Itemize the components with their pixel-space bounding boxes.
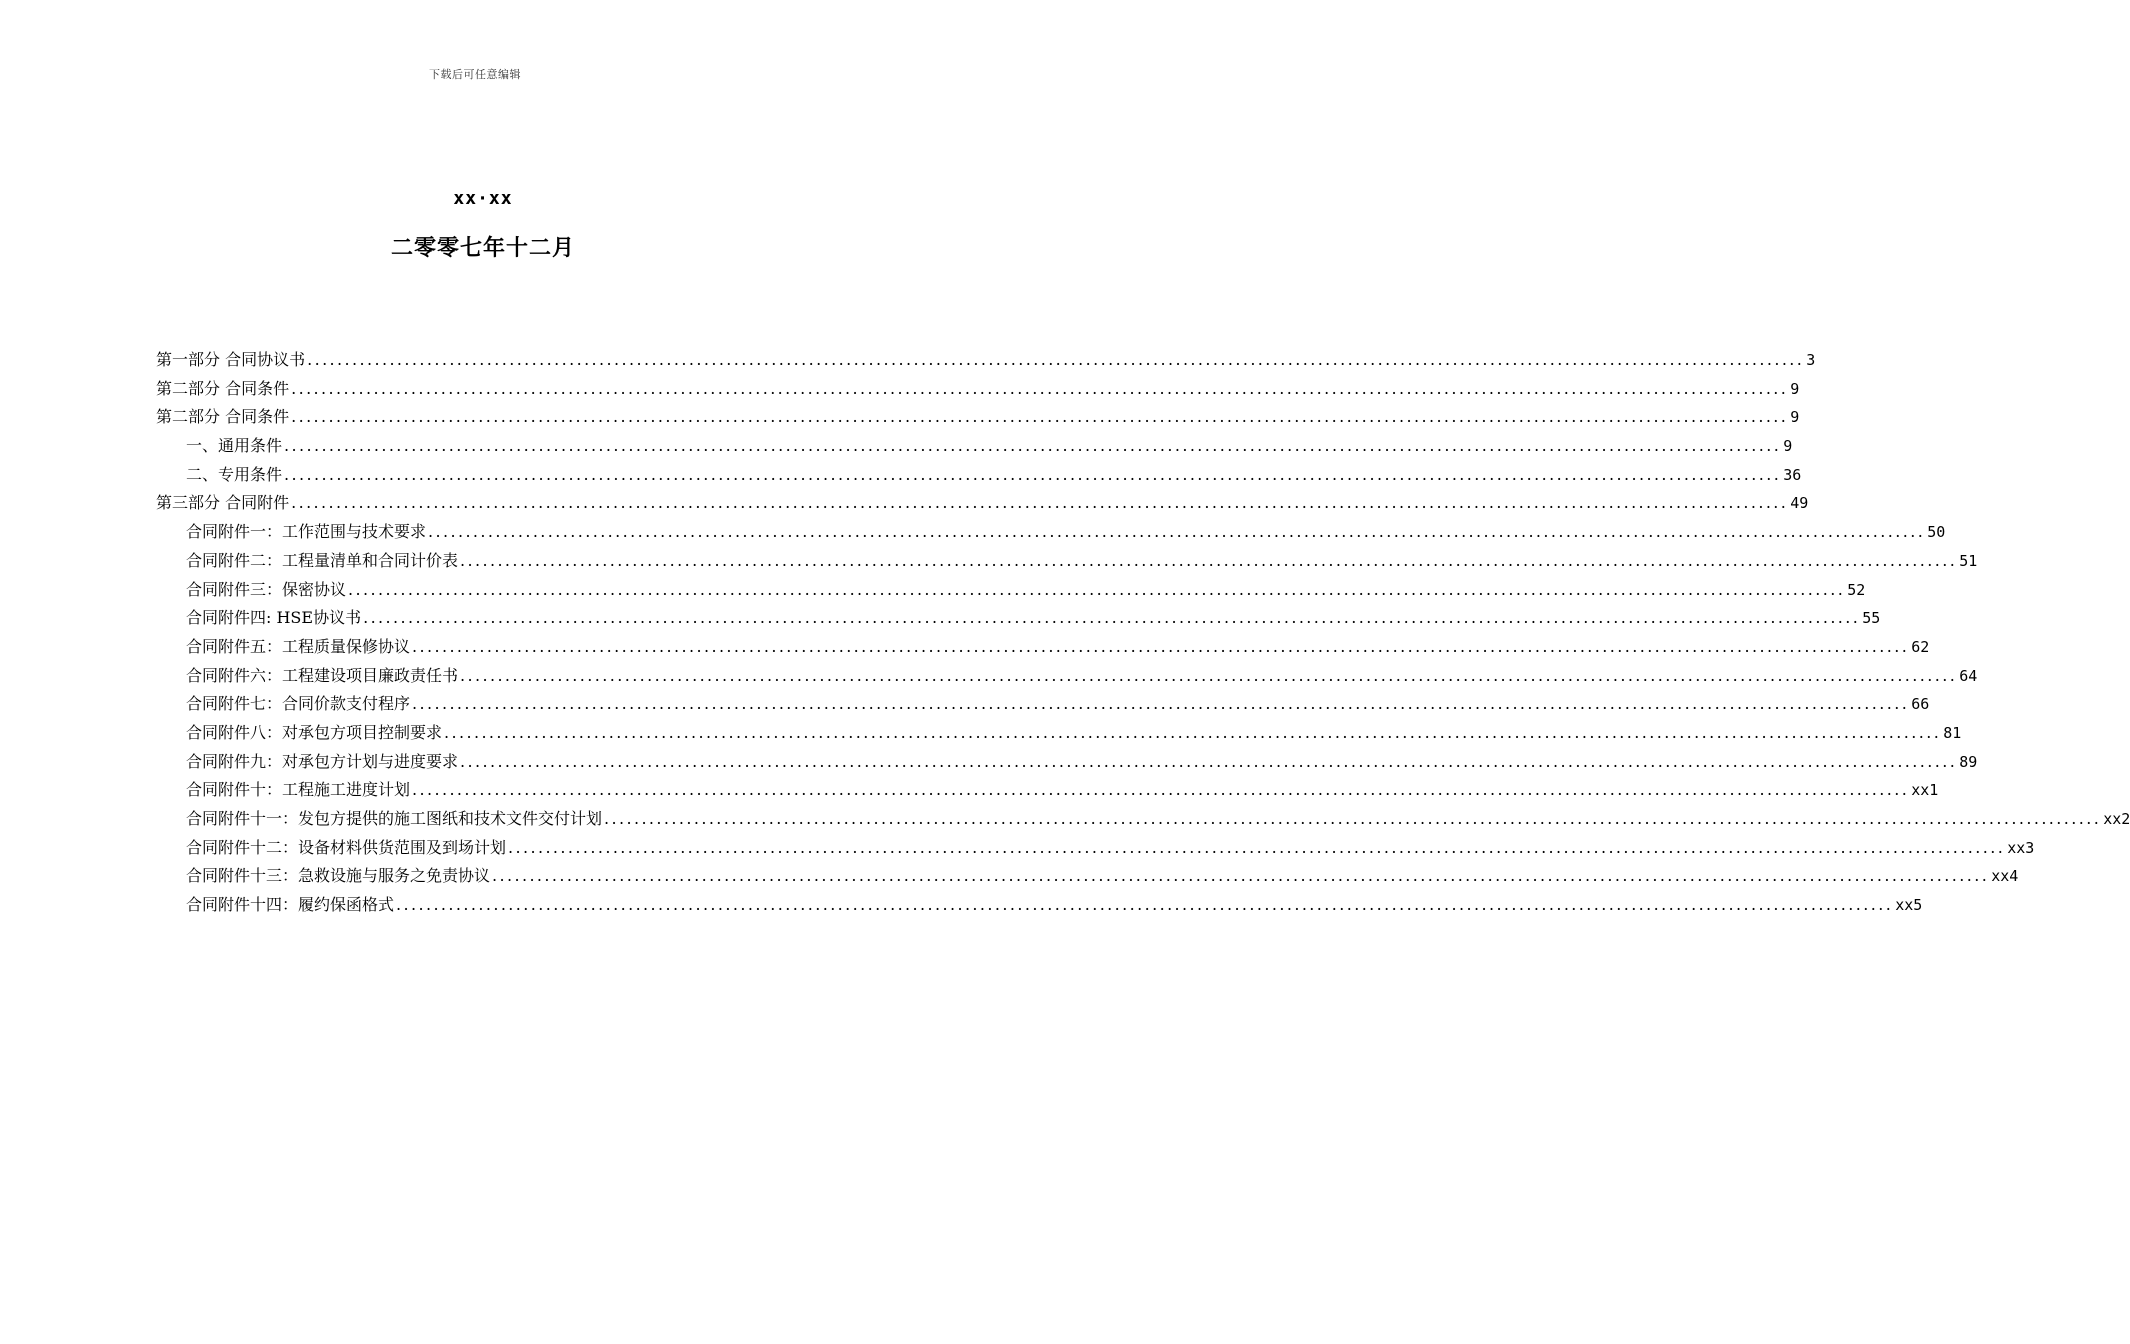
toc-entry-label: 合同附件十一：发包方提供的施工图纸和技术文件交付计划 bbox=[186, 809, 603, 828]
toc-entry-label: 合同附件五：工程质量保修协议 bbox=[186, 636, 411, 656]
toc-entry-page: 89 bbox=[1959, 752, 1978, 771]
toc-entry[interactable] bbox=[156, 547, 1978, 576]
toc-entry-label: 第三部分 合同附件 bbox=[156, 493, 290, 513]
toc-entry[interactable] bbox=[156, 576, 1866, 605]
toc-entry-page: 50 bbox=[1927, 523, 1946, 542]
toc-entry[interactable] bbox=[156, 690, 1930, 719]
toc-dot-leader: ........................................................................................................................................................................................................ bbox=[492, 866, 1990, 886]
toc-dot-leader: ........................................................................................................................................................................................................ bbox=[444, 722, 1942, 742]
toc-entry[interactable] bbox=[156, 891, 1923, 920]
toc-entry[interactable] bbox=[156, 633, 1930, 662]
toc-entry-label: 一、通用条件 bbox=[186, 436, 283, 456]
toc-dot-leader: ........................................................................................................................................................................................................ bbox=[428, 522, 1926, 542]
toc-entry[interactable] bbox=[156, 719, 1962, 748]
toc-entry-label: 二、专用条件 bbox=[186, 464, 283, 484]
toc-entry-page: 51 bbox=[1959, 551, 1978, 570]
toc-dot-leader: ........................................................................................................................................................................................................ bbox=[291, 378, 1789, 398]
toc-entry[interactable] bbox=[156, 346, 1816, 375]
toc-entry-label: 合同附件三：保密协议 bbox=[186, 579, 347, 599]
toc-entry[interactable] bbox=[156, 662, 1978, 691]
toc-entry-page: 52 bbox=[1847, 580, 1866, 599]
toc-dot-leader: ........................................................................................................................................................................................................ bbox=[412, 780, 1910, 800]
toc-entry[interactable] bbox=[156, 834, 2035, 863]
toc-dot-leader: ........................................................................................................................................................................................................ bbox=[604, 809, 2102, 828]
toc-dot-leader: ........................................................................................................................................................................................................ bbox=[363, 608, 1861, 628]
toc-entry-label: 合同附件十：工程施工进度计划 bbox=[186, 780, 411, 800]
toc-entry-label: 第二部分 合同条件 bbox=[156, 378, 290, 398]
toc-entry-page: 9 bbox=[1783, 437, 1793, 456]
toc-entry-page: 9 bbox=[1790, 408, 1800, 427]
toc-dot-leader: ........................................................................................................................................................................................................ bbox=[396, 895, 1894, 915]
toc-entry-page: xx1 bbox=[1911, 781, 1939, 800]
toc-entry[interactable] bbox=[156, 432, 1793, 461]
toc-dot-leader: ........................................................................................................................................................................................................ bbox=[348, 579, 1846, 599]
toc-entry-page: xx2 bbox=[2103, 810, 2130, 828]
toc-entry-page: 36 bbox=[1783, 465, 1802, 484]
toc-dot-leader: ........................................................................................................................................................................................................ bbox=[307, 350, 1805, 369]
toc-entry-page: 66 bbox=[1911, 695, 1930, 714]
cover-date: 二零零七年十二月 bbox=[390, 236, 575, 261]
page-header-note: 下载后可任意编辑 bbox=[429, 68, 521, 81]
toc-entry-label: 第一部分 合同协议书 bbox=[156, 350, 306, 369]
toc-dot-leader: ........................................................................................................................................................................................................ bbox=[284, 436, 1782, 456]
toc-entry-label: 合同附件四: HSE协议书 bbox=[186, 608, 362, 628]
toc-dot-leader: ........................................................................................................................................................................................................ bbox=[291, 493, 1789, 513]
toc-entry-page: 49 bbox=[1790, 494, 1809, 513]
toc-entry-page: 81 bbox=[1943, 723, 1962, 742]
table-of-contents bbox=[156, 346, 2130, 920]
toc-entry-label: 合同附件六：工程建设项目廉政责任书 bbox=[186, 665, 459, 685]
toc-dot-leader: ........................................................................................................................................................................................................ bbox=[460, 665, 1958, 685]
toc-entry-label: 合同附件二：工程量清单和合同计价表 bbox=[186, 550, 459, 570]
toc-dot-leader: ........................................................................................................................................................................................................ bbox=[412, 694, 1910, 714]
toc-dot-leader: ........................................................................................................................................................................................................ bbox=[460, 751, 1958, 771]
toc-entry-label: 合同附件九：对承包方计划与进度要求 bbox=[186, 751, 459, 771]
cover-name: xx·xx bbox=[453, 188, 513, 209]
toc-entry[interactable] bbox=[156, 805, 2130, 834]
toc-entry-page: 64 bbox=[1959, 666, 1978, 685]
toc-entry-label: 合同附件七：合同价款支付程序 bbox=[186, 694, 411, 714]
toc-entry-page: xx3 bbox=[2007, 838, 2035, 857]
toc-entry-page: 55 bbox=[1862, 609, 1881, 628]
toc-entry[interactable] bbox=[156, 776, 1939, 805]
toc-entry[interactable] bbox=[156, 748, 1978, 777]
toc-entry-label: 合同附件八：对承包方项目控制要求 bbox=[186, 722, 443, 742]
toc-entry[interactable] bbox=[156, 375, 1800, 404]
toc-entry-page: xx4 bbox=[1991, 867, 2019, 886]
toc-entry[interactable] bbox=[156, 403, 1800, 432]
toc-entry-label: 合同附件十二：设备材料供货范围及到场计划 bbox=[186, 837, 507, 857]
toc-dot-leader: ........................................................................................................................................................................................................ bbox=[291, 407, 1789, 427]
toc-entry-page: 3 bbox=[1806, 351, 1816, 369]
toc-entry[interactable] bbox=[156, 862, 2019, 891]
toc-entry-page: xx5 bbox=[1895, 896, 1923, 915]
toc-entry[interactable] bbox=[156, 461, 1802, 490]
toc-entry-page: 9 bbox=[1790, 379, 1800, 398]
toc-entry-label: 合同附件十四：履约保函格式 bbox=[186, 895, 395, 915]
toc-entry[interactable] bbox=[156, 518, 1946, 547]
toc-dot-leader: ........................................................................................................................................................................................................ bbox=[284, 464, 1782, 484]
toc-dot-leader: ........................................................................................................................................................................................................ bbox=[412, 636, 1910, 656]
toc-entry-label: 合同附件一：工作范围与技术要求 bbox=[186, 522, 427, 542]
toc-dot-leader: ........................................................................................................................................................................................................ bbox=[460, 550, 1958, 570]
toc-entry[interactable] bbox=[156, 489, 1809, 518]
toc-entry-label: 合同附件十三：急救设施与服务之免责协议 bbox=[186, 866, 491, 886]
toc-entry[interactable] bbox=[156, 604, 1881, 633]
toc-entry-label: 第二部分 合同条件 bbox=[156, 407, 290, 427]
toc-entry-page: 62 bbox=[1911, 637, 1930, 656]
toc-dot-leader: ........................................................................................................................................................................................................ bbox=[508, 837, 2006, 857]
